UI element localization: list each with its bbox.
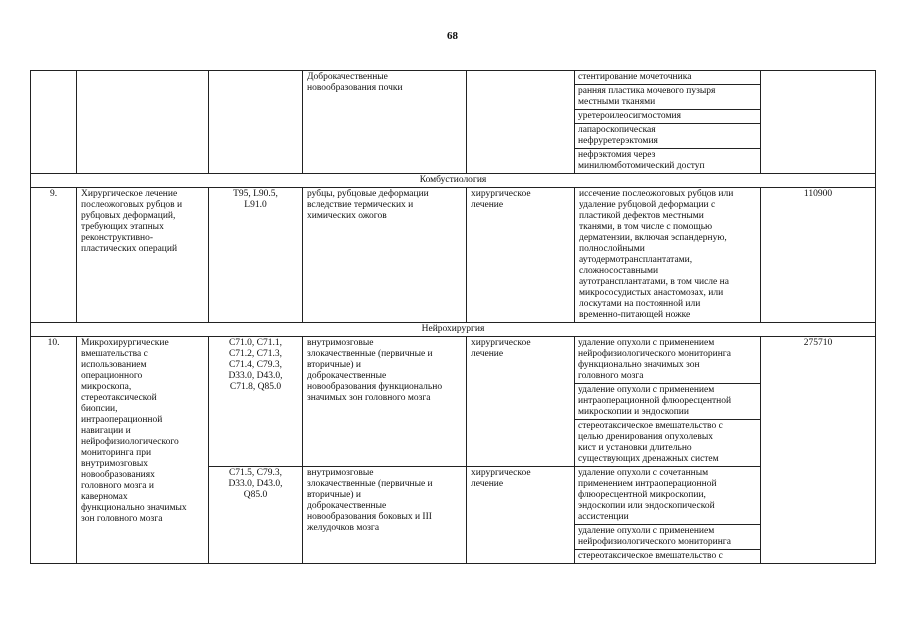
section-title: Комбустиология <box>31 174 876 188</box>
icd-codes-cell: T95, L90.5, L91.0 <box>209 188 303 323</box>
page-number: 68 <box>447 30 458 42</box>
method-item: удаление опухоли с сочетанным применением интраоперационной флюоресцентной микроскопии, эндоскопии или эндоскопической ассистенции <box>575 467 760 525</box>
service-name-cell: Хирургическое лечение послеожоговых рубцов и рубцовых деформаций, требующих этапных реконструктивно- пластических операций <box>77 188 209 323</box>
diagnosis-cell: Доброкачественные новообразования почки <box>303 71 467 174</box>
table-row <box>31 71 876 174</box>
diagnosis-cell: рубцы, рубцовые деформации вследствие термических и химических ожогов <box>303 188 467 323</box>
row-number: 10. <box>31 337 77 564</box>
section-row <box>31 174 876 188</box>
services-table <box>30 70 876 564</box>
methods-cell <box>575 71 761 174</box>
method-item: удаление опухоли с применением интраоперационной флюоресцентной микроскопии и эндоскопии <box>575 384 760 420</box>
method-cell: иссечение послеожоговых рубцов или удаление рубцовой деформации с пластикой дефектов местными тканями, в том числе с помощью дерматензии, включая эспандерную, полнослойными аутодермотрансплантатами, сложносоставными аутотрансплантатами, в том числе на микрососудистых анастомозах, или лоскутами на постоянной или временно-питающей ножке <box>575 188 761 323</box>
method-item: ранняя пластика мочевого пузыря местными тканями <box>575 85 760 110</box>
diagnosis-cell: внутримозговые злокачественные (первичные и вторичные) и доброкачественные новообразования боковых и III желудочков мозга <box>303 467 467 564</box>
icd-codes-cell: C71.5, C79.3, D33.0, D43.0, Q85.0 <box>209 467 303 564</box>
section-title: Нейрохирургия <box>31 323 876 337</box>
method-item: удаление опухоли с применением нейрофизиологического мониторинга <box>575 525 760 550</box>
table-row <box>31 337 876 467</box>
method-item: стереотаксическое вмешательство с целью дренирования опухолевых кист и установки длительно существующих дренажных систем <box>578 421 723 464</box>
method-item: стентирование мочеточника <box>575 71 760 85</box>
treatment-type-cell: хирургическое лечение <box>467 337 575 467</box>
method-item: уретероилеосигмостомия <box>575 110 760 124</box>
row-number: 9. <box>31 188 77 323</box>
methods-cell <box>575 337 761 467</box>
method-item: нефрэктомия через минилюмботомический доступ <box>578 150 705 171</box>
method-item: стереотаксическое вмешательство с <box>578 551 723 561</box>
service-name-cell: Микрохирургические вмешательства с использованием операционного микроскопа, стереотаксической биопсии, интраоперационной навигации и нейрофизиологического мониторинга при внутримозговых новообразованиях головного мозга и каверномах функционально значимых зон головного мозга <box>77 337 209 564</box>
section-row <box>31 323 876 337</box>
table-row <box>31 188 876 323</box>
price-cell: 275710 <box>761 337 876 564</box>
treatment-type-cell: хирургическое лечение <box>467 188 575 323</box>
icd-codes-cell: C71.0, C71.1, C71.2, C71.3, C71.4, C79.3, D33.0, D43.0, C71.8, Q85.0 <box>209 337 303 467</box>
diagnosis-cell: внутримозговые злокачественные (первичные и вторичные) и доброкачественные новообразования функционально значимых зон головного мозга <box>303 337 467 467</box>
price-cell: 110900 <box>761 188 876 323</box>
treatment-type-cell: хирургическое лечение <box>467 467 575 564</box>
method-item: удаление опухоли с применением нейрофизиологического мониторинга функционально значимых зон головного мозга <box>575 337 760 384</box>
methods-cell <box>575 467 761 564</box>
method-item: лапароскопическая нефруретерэктомия <box>575 124 760 149</box>
